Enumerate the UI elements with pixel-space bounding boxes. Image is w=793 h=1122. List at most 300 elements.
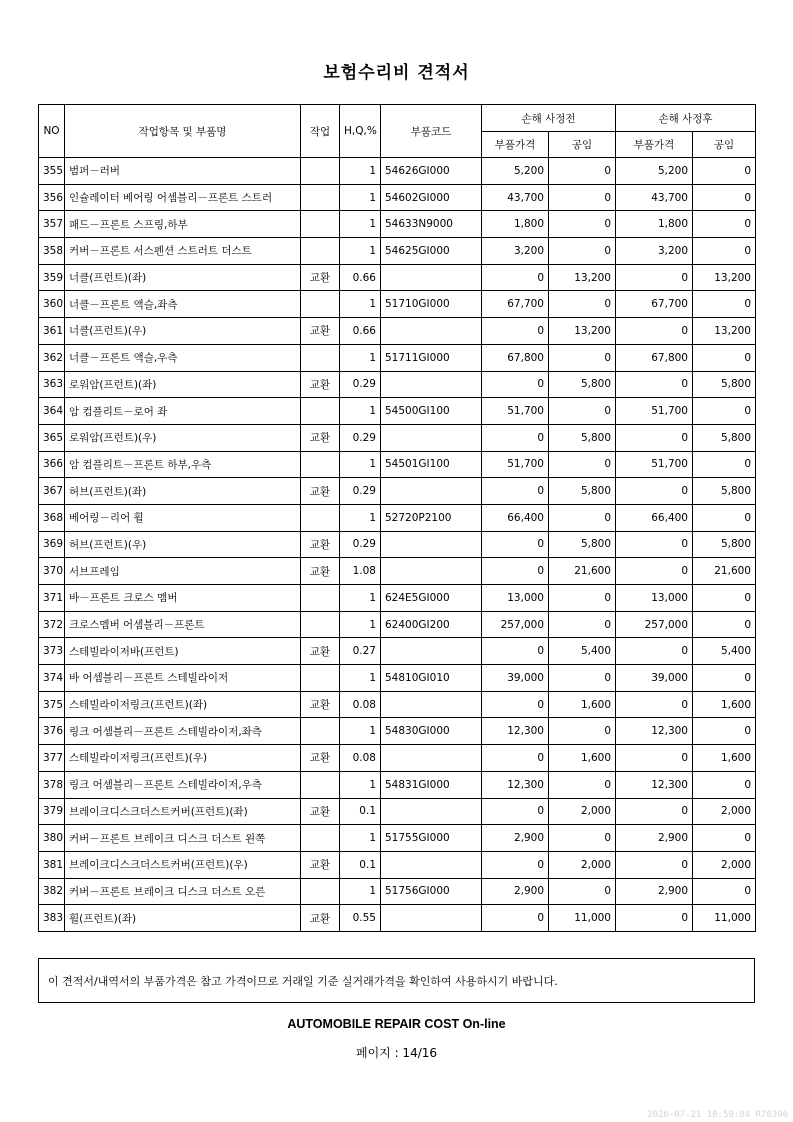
cell-hq: 0.27 bbox=[340, 638, 381, 665]
cell-part-code: 54625GI000 bbox=[381, 238, 482, 265]
cell-part-code bbox=[381, 691, 482, 718]
cell-part-code: 54831GI000 bbox=[381, 771, 482, 798]
cell-no: 363 bbox=[39, 371, 65, 398]
cell-labor-before: 0 bbox=[549, 158, 616, 185]
cell-work: 교환 bbox=[301, 905, 340, 932]
cell-work: 교환 bbox=[301, 478, 340, 505]
cell-work bbox=[301, 344, 340, 371]
table-row bbox=[39, 318, 756, 345]
cell-part-price-before: 257,000 bbox=[482, 611, 549, 638]
cell-labor-after: 0 bbox=[693, 158, 756, 185]
cell-part-price-after: 12,300 bbox=[616, 771, 693, 798]
cell-part-code bbox=[381, 851, 482, 878]
cell-item-name: 서브프레임 bbox=[65, 558, 301, 585]
cell-hq: 1 bbox=[340, 238, 381, 265]
header-work: 작업 bbox=[301, 105, 340, 158]
cell-labor-after: 0 bbox=[693, 611, 756, 638]
table-row bbox=[39, 158, 756, 185]
cell-part-price-after: 0 bbox=[616, 371, 693, 398]
cell-part-price-after: 43,700 bbox=[616, 184, 693, 211]
cell-hq: 1 bbox=[340, 211, 381, 238]
cell-work: 교환 bbox=[301, 264, 340, 291]
cell-part-price-after: 0 bbox=[616, 264, 693, 291]
cell-work bbox=[301, 771, 340, 798]
cell-item-name: 로워암(프런트)(좌) bbox=[65, 371, 301, 398]
cell-labor-before: 0 bbox=[549, 451, 616, 478]
cell-labor-after: 5,400 bbox=[693, 638, 756, 665]
cell-no: 369 bbox=[39, 531, 65, 558]
cell-part-price-after: 0 bbox=[616, 691, 693, 718]
cell-part-price-before: 51,700 bbox=[482, 451, 549, 478]
cell-labor-after: 0 bbox=[693, 451, 756, 478]
cell-labor-after: 5,800 bbox=[693, 531, 756, 558]
cell-work bbox=[301, 504, 340, 531]
cell-hq: 1 bbox=[340, 158, 381, 185]
cell-part-price-before: 51,700 bbox=[482, 398, 549, 425]
cell-work bbox=[301, 398, 340, 425]
cell-no: 380 bbox=[39, 825, 65, 852]
cell-labor-after: 0 bbox=[693, 771, 756, 798]
cell-no: 360 bbox=[39, 291, 65, 318]
cell-no: 357 bbox=[39, 211, 65, 238]
cell-hq: 0.08 bbox=[340, 691, 381, 718]
cell-part-price-after: 257,000 bbox=[616, 611, 693, 638]
cell-labor-after: 11,000 bbox=[693, 905, 756, 932]
header-part-code: 부품코드 bbox=[381, 105, 482, 158]
cell-work bbox=[301, 585, 340, 612]
cell-hq: 1 bbox=[340, 825, 381, 852]
cell-part-code bbox=[381, 264, 482, 291]
cell-labor-after: 0 bbox=[693, 211, 756, 238]
cell-labor-after: 1,600 bbox=[693, 745, 756, 772]
cell-labor-before: 0 bbox=[549, 291, 616, 318]
header-hq: H,Q,% bbox=[340, 105, 381, 158]
table-row bbox=[39, 291, 756, 318]
cell-labor-before: 0 bbox=[549, 771, 616, 798]
table-row bbox=[39, 398, 756, 425]
cell-hq: 1 bbox=[340, 451, 381, 478]
table-row bbox=[39, 771, 756, 798]
cell-labor-after: 13,200 bbox=[693, 264, 756, 291]
estimate-table bbox=[38, 104, 756, 932]
cell-work: 교환 bbox=[301, 798, 340, 825]
cell-work bbox=[301, 238, 340, 265]
cell-part-price-after: 51,700 bbox=[616, 451, 693, 478]
cell-part-code: 54626GI000 bbox=[381, 158, 482, 185]
cell-item-name: 스테빌라이저링크(프런트)(좌) bbox=[65, 691, 301, 718]
cell-part-price-before: 0 bbox=[482, 905, 549, 932]
table-row bbox=[39, 798, 756, 825]
cell-work: 교환 bbox=[301, 318, 340, 345]
cell-part-price-after: 0 bbox=[616, 478, 693, 505]
cell-labor-before: 2,000 bbox=[549, 851, 616, 878]
table-row bbox=[39, 558, 756, 585]
cell-no: 361 bbox=[39, 318, 65, 345]
cell-labor-before: 0 bbox=[549, 398, 616, 425]
cell-part-code: 624E5GI000 bbox=[381, 585, 482, 612]
cell-no: 367 bbox=[39, 478, 65, 505]
cell-part-price-before: 0 bbox=[482, 798, 549, 825]
cell-hq: 1 bbox=[340, 585, 381, 612]
cell-labor-after: 0 bbox=[693, 718, 756, 745]
cell-item-name: 링크 어셈블리－프론트 스테빌라이저,좌측 bbox=[65, 718, 301, 745]
cell-work bbox=[301, 451, 340, 478]
cell-item-name: 암 컴플리트－프론트 하부,우측 bbox=[65, 451, 301, 478]
table-row bbox=[39, 264, 756, 291]
cell-hq: 1.08 bbox=[340, 558, 381, 585]
cell-work: 교환 bbox=[301, 638, 340, 665]
cell-part-price-before: 2,900 bbox=[482, 878, 549, 905]
cell-item-name: 로워암(프런트)(우) bbox=[65, 424, 301, 451]
cell-labor-before: 5,800 bbox=[549, 478, 616, 505]
cell-part-price-after: 12,300 bbox=[616, 718, 693, 745]
cell-part-code bbox=[381, 558, 482, 585]
cell-labor-after: 1,600 bbox=[693, 691, 756, 718]
cell-labor-after: 0 bbox=[693, 665, 756, 692]
header-item: 작업항목 및 부품명 bbox=[65, 105, 301, 158]
cell-work bbox=[301, 825, 340, 852]
cell-no: 362 bbox=[39, 344, 65, 371]
cell-part-price-before: 1,800 bbox=[482, 211, 549, 238]
table-row bbox=[39, 878, 756, 905]
table-row bbox=[39, 184, 756, 211]
cell-item-name: 스테빌라이저바(프런트) bbox=[65, 638, 301, 665]
cell-part-code bbox=[381, 798, 482, 825]
cell-part-code: 51711GI000 bbox=[381, 344, 482, 371]
cell-part-price-before: 12,300 bbox=[482, 771, 549, 798]
table-row bbox=[39, 238, 756, 265]
cell-part-price-before: 67,700 bbox=[482, 291, 549, 318]
cell-no: 382 bbox=[39, 878, 65, 905]
cell-part-price-after: 3,200 bbox=[616, 238, 693, 265]
cell-hq: 1 bbox=[340, 504, 381, 531]
cell-part-code bbox=[381, 424, 482, 451]
cell-hq: 1 bbox=[340, 344, 381, 371]
cell-labor-after: 0 bbox=[693, 238, 756, 265]
cell-part-price-before: 0 bbox=[482, 264, 549, 291]
cell-labor-after: 0 bbox=[693, 504, 756, 531]
cell-work bbox=[301, 291, 340, 318]
cell-work bbox=[301, 878, 340, 905]
cell-part-price-after: 0 bbox=[616, 798, 693, 825]
cell-no: 371 bbox=[39, 585, 65, 612]
cell-labor-after: 0 bbox=[693, 291, 756, 318]
cell-no: 358 bbox=[39, 238, 65, 265]
header-part-price-after: 부품가격 bbox=[616, 132, 693, 158]
cell-work bbox=[301, 158, 340, 185]
cell-part-code bbox=[381, 745, 482, 772]
cell-part-price-before: 0 bbox=[482, 318, 549, 345]
cell-labor-before: 0 bbox=[549, 825, 616, 852]
cell-part-code: 54810GI010 bbox=[381, 665, 482, 692]
cell-part-price-after: 67,800 bbox=[616, 344, 693, 371]
cell-part-price-after: 2,900 bbox=[616, 825, 693, 852]
header-no: NO bbox=[39, 105, 65, 158]
cell-labor-after: 13,200 bbox=[693, 318, 756, 345]
cell-part-price-after: 13,000 bbox=[616, 585, 693, 612]
cell-part-price-before: 0 bbox=[482, 478, 549, 505]
table-row bbox=[39, 424, 756, 451]
cell-no: 378 bbox=[39, 771, 65, 798]
cell-part-price-after: 51,700 bbox=[616, 398, 693, 425]
print-stamp: 2026-07-21 10:59:04 R70396 bbox=[647, 1110, 788, 1120]
cell-work bbox=[301, 184, 340, 211]
table-row bbox=[39, 211, 756, 238]
page-number: 페이지 : 14/16 bbox=[355, 1046, 438, 1060]
cell-item-name: 휠(프런트)(좌) bbox=[65, 905, 301, 932]
table-row bbox=[39, 585, 756, 612]
cell-no: 368 bbox=[39, 504, 65, 531]
cell-labor-before: 1,600 bbox=[549, 745, 616, 772]
cell-item-name: 허브(프런트)(좌) bbox=[65, 478, 301, 505]
cell-part-code bbox=[381, 478, 482, 505]
cell-part-price-after: 0 bbox=[616, 424, 693, 451]
cell-hq: 0.66 bbox=[340, 264, 381, 291]
cell-hq: 1 bbox=[340, 611, 381, 638]
cell-part-code: 51755GI000 bbox=[381, 825, 482, 852]
cell-part-price-before: 3,200 bbox=[482, 238, 549, 265]
cell-part-code bbox=[381, 531, 482, 558]
cell-hq: 1 bbox=[340, 665, 381, 692]
cell-part-code bbox=[381, 318, 482, 345]
cell-labor-before: 0 bbox=[549, 878, 616, 905]
cell-labor-before: 0 bbox=[549, 585, 616, 612]
table-row bbox=[39, 905, 756, 932]
cell-part-price-after: 0 bbox=[616, 905, 693, 932]
cell-no: 372 bbox=[39, 611, 65, 638]
cell-labor-before: 11,000 bbox=[549, 905, 616, 932]
table-row bbox=[39, 851, 756, 878]
cell-work: 교환 bbox=[301, 851, 340, 878]
table-row bbox=[39, 344, 756, 371]
cell-part-price-before: 0 bbox=[482, 531, 549, 558]
cell-part-price-after: 66,400 bbox=[616, 504, 693, 531]
cell-labor-before: 2,000 bbox=[549, 798, 616, 825]
cell-part-price-after: 5,200 bbox=[616, 158, 693, 185]
cell-part-code: 54830GI000 bbox=[381, 718, 482, 745]
cell-item-name: 바－프론트 크로스 멤버 bbox=[65, 585, 301, 612]
cell-no: 376 bbox=[39, 718, 65, 745]
cell-work bbox=[301, 665, 340, 692]
cell-part-price-before: 12,300 bbox=[482, 718, 549, 745]
cell-part-price-before: 0 bbox=[482, 851, 549, 878]
cell-item-name: 베어링－리어 휠 bbox=[65, 504, 301, 531]
cell-no: 375 bbox=[39, 691, 65, 718]
cell-no: 355 bbox=[39, 158, 65, 185]
cell-part-price-before: 2,900 bbox=[482, 825, 549, 852]
cell-hq: 0.29 bbox=[340, 478, 381, 505]
cell-part-code: 52720P2100 bbox=[381, 504, 482, 531]
cell-part-price-before: 0 bbox=[482, 691, 549, 718]
cell-part-price-before: 5,200 bbox=[482, 158, 549, 185]
cell-hq: 0.29 bbox=[340, 531, 381, 558]
cell-labor-before: 1,600 bbox=[549, 691, 616, 718]
cell-part-price-before: 39,000 bbox=[482, 665, 549, 692]
cell-work bbox=[301, 718, 340, 745]
cell-no: 379 bbox=[39, 798, 65, 825]
cell-item-name: 커버－프론트 서스펜션 스트러트 더스트 bbox=[65, 238, 301, 265]
cell-no: 365 bbox=[39, 424, 65, 451]
cell-no: 366 bbox=[39, 451, 65, 478]
cell-labor-after: 5,800 bbox=[693, 424, 756, 451]
cell-item-name: 너클－프론트 액슬,좌측 bbox=[65, 291, 301, 318]
cell-hq: 0.55 bbox=[340, 905, 381, 932]
cell-labor-before: 0 bbox=[549, 238, 616, 265]
table-row bbox=[39, 665, 756, 692]
cell-labor-before: 5,800 bbox=[549, 531, 616, 558]
cell-hq: 0.66 bbox=[340, 318, 381, 345]
cell-hq: 0.08 bbox=[340, 745, 381, 772]
cell-item-name: 스테빌라이저링크(프런트)(우) bbox=[65, 745, 301, 772]
table-row bbox=[39, 825, 756, 852]
cell-work bbox=[301, 611, 340, 638]
cell-part-price-before: 0 bbox=[482, 638, 549, 665]
cell-labor-before: 5,800 bbox=[549, 371, 616, 398]
cell-part-price-after: 0 bbox=[616, 531, 693, 558]
cell-item-name: 패드－프론트 스프링,하부 bbox=[65, 211, 301, 238]
header-labor-before: 공임 bbox=[549, 132, 616, 158]
cell-no: 364 bbox=[39, 398, 65, 425]
cell-part-price-before: 0 bbox=[482, 424, 549, 451]
cell-item-name: 커버－프론트 브레이크 디스크 더스트 왼쪽 bbox=[65, 825, 301, 852]
cell-labor-before: 0 bbox=[549, 718, 616, 745]
cell-labor-after: 0 bbox=[693, 585, 756, 612]
cell-part-code: 54602GI000 bbox=[381, 184, 482, 211]
cell-part-code: 62400GI200 bbox=[381, 611, 482, 638]
footer-title: AUTOMOBILE REPAIR COST On-line bbox=[287, 1017, 506, 1031]
cell-labor-after: 0 bbox=[693, 398, 756, 425]
table-row bbox=[39, 611, 756, 638]
cell-hq: 1 bbox=[340, 771, 381, 798]
cell-labor-after: 0 bbox=[693, 184, 756, 211]
cell-work: 교환 bbox=[301, 371, 340, 398]
header-after-assessment: 손해 사정후 bbox=[616, 105, 756, 132]
page-title: 보험수리비 견적서 bbox=[323, 63, 470, 83]
cell-labor-before: 0 bbox=[549, 665, 616, 692]
cell-part-price-before: 43,700 bbox=[482, 184, 549, 211]
header-labor-after: 공임 bbox=[693, 132, 756, 158]
cell-hq: 0.1 bbox=[340, 798, 381, 825]
table-row bbox=[39, 371, 756, 398]
cell-part-price-after: 0 bbox=[616, 558, 693, 585]
notice-box: 이 견적서/내역서의 부품가격은 참고 가격이므로 거래일 기준 실거래가격을 확인하여 사용하시기 바랍니다. bbox=[38, 958, 755, 1003]
cell-item-name: 너클(프런트)(좌) bbox=[65, 264, 301, 291]
cell-labor-before: 5,800 bbox=[549, 424, 616, 451]
cell-part-price-after: 1,800 bbox=[616, 211, 693, 238]
cell-item-name: 너클－프론트 액슬,우측 bbox=[65, 344, 301, 371]
cell-part-code: 51710GI000 bbox=[381, 291, 482, 318]
cell-no: 370 bbox=[39, 558, 65, 585]
cell-part-price-before: 67,800 bbox=[482, 344, 549, 371]
cell-no: 377 bbox=[39, 745, 65, 772]
cell-part-code bbox=[381, 905, 482, 932]
cell-hq: 1 bbox=[340, 718, 381, 745]
table-row bbox=[39, 504, 756, 531]
cell-labor-after: 0 bbox=[693, 344, 756, 371]
cell-labor-before: 21,600 bbox=[549, 558, 616, 585]
cell-item-name: 브레이크디스크더스트커버(프런트)(우) bbox=[65, 851, 301, 878]
cell-labor-before: 5,400 bbox=[549, 638, 616, 665]
cell-work: 교환 bbox=[301, 691, 340, 718]
cell-part-code bbox=[381, 638, 482, 665]
cell-item-name: 브레이크디스크더스트커버(프런트)(좌) bbox=[65, 798, 301, 825]
cell-work: 교환 bbox=[301, 745, 340, 772]
cell-part-price-after: 67,700 bbox=[616, 291, 693, 318]
cell-no: 373 bbox=[39, 638, 65, 665]
cell-part-code bbox=[381, 371, 482, 398]
cell-hq: 0.29 bbox=[340, 371, 381, 398]
cell-labor-after: 5,800 bbox=[693, 478, 756, 505]
cell-part-code: 54633N9000 bbox=[381, 211, 482, 238]
cell-item-name: 바 어셈블리－프론트 스테빌라이저 bbox=[65, 665, 301, 692]
cell-no: 374 bbox=[39, 665, 65, 692]
cell-item-name: 허브(프런트)(우) bbox=[65, 531, 301, 558]
cell-labor-after: 2,000 bbox=[693, 851, 756, 878]
cell-item-name: 너클(프런트)(우) bbox=[65, 318, 301, 345]
cell-part-price-before: 13,000 bbox=[482, 585, 549, 612]
cell-labor-before: 0 bbox=[549, 504, 616, 531]
cell-part-price-before: 66,400 bbox=[482, 504, 549, 531]
cell-part-code: 51756GI000 bbox=[381, 878, 482, 905]
cell-work: 교환 bbox=[301, 531, 340, 558]
cell-item-name: 링크 어셈블리－프론트 스테빌라이저,우측 bbox=[65, 771, 301, 798]
cell-labor-before: 0 bbox=[549, 344, 616, 371]
header-before-assessment: 손해 사정전 bbox=[482, 105, 616, 132]
cell-hq: 1 bbox=[340, 878, 381, 905]
cell-part-price-after: 39,000 bbox=[616, 665, 693, 692]
cell-item-name: 커버－프론트 브레이크 디스크 더스트 오른 bbox=[65, 878, 301, 905]
table-row bbox=[39, 451, 756, 478]
cell-part-price-after: 0 bbox=[616, 745, 693, 772]
table-row bbox=[39, 745, 756, 772]
cell-hq: 1 bbox=[340, 184, 381, 211]
cell-part-code: 54500GI100 bbox=[381, 398, 482, 425]
cell-item-name: 크로스멤버 어셈블리－프론트 bbox=[65, 611, 301, 638]
cell-labor-after: 0 bbox=[693, 878, 756, 905]
cell-part-code: 54501GI100 bbox=[381, 451, 482, 478]
header-part-price-before: 부품가격 bbox=[482, 132, 549, 158]
cell-work bbox=[301, 211, 340, 238]
cell-part-price-before: 0 bbox=[482, 745, 549, 772]
cell-work: 교환 bbox=[301, 558, 340, 585]
table-row bbox=[39, 718, 756, 745]
cell-hq: 1 bbox=[340, 291, 381, 318]
cell-part-price-after: 0 bbox=[616, 318, 693, 345]
cell-labor-after: 5,800 bbox=[693, 371, 756, 398]
cell-hq: 1 bbox=[340, 398, 381, 425]
cell-labor-before: 13,200 bbox=[549, 318, 616, 345]
table-row bbox=[39, 531, 756, 558]
cell-labor-after: 2,000 bbox=[693, 798, 756, 825]
cell-hq: 0.29 bbox=[340, 424, 381, 451]
cell-no: 383 bbox=[39, 905, 65, 932]
cell-labor-after: 21,600 bbox=[693, 558, 756, 585]
cell-work: 교환 bbox=[301, 424, 340, 451]
cell-labor-before: 0 bbox=[549, 211, 616, 238]
table-row bbox=[39, 478, 756, 505]
cell-no: 359 bbox=[39, 264, 65, 291]
table-row bbox=[39, 638, 756, 665]
cell-labor-after: 0 bbox=[693, 825, 756, 852]
cell-labor-before: 13,200 bbox=[549, 264, 616, 291]
cell-item-name: 암 컴플리트－로어 좌 bbox=[65, 398, 301, 425]
cell-part-price-before: 0 bbox=[482, 371, 549, 398]
cell-part-price-after: 0 bbox=[616, 851, 693, 878]
table-row bbox=[39, 691, 756, 718]
cell-hq: 0.1 bbox=[340, 851, 381, 878]
cell-part-price-after: 0 bbox=[616, 638, 693, 665]
cell-labor-before: 0 bbox=[549, 611, 616, 638]
